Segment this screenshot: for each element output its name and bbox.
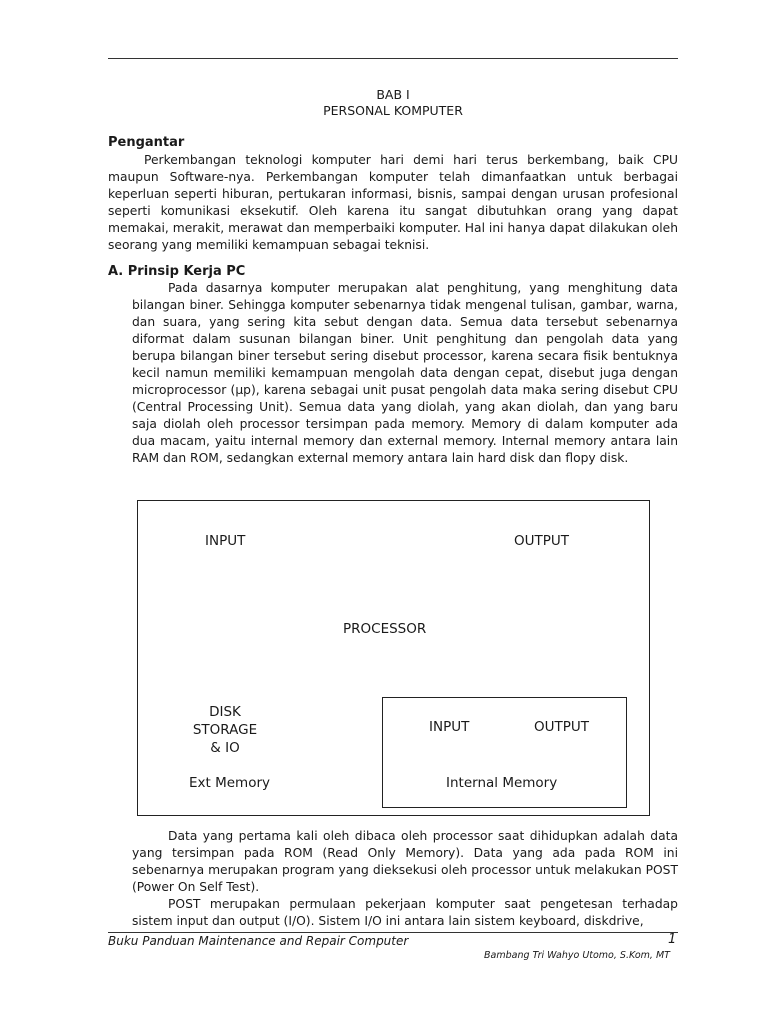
header-rule: [108, 58, 678, 59]
footer-author: Bambang Tri Wahyo Utomo, S.Kom, MT: [484, 950, 670, 961]
diagram-disk-line1: DISK: [209, 704, 241, 720]
diagram-inner-output-label: OUTPUT: [534, 719, 590, 735]
diagram-disk-line3: & IO: [210, 740, 240, 756]
footer-book-title: Buku Panduan Maintenance and Repair Computer: [108, 934, 409, 948]
pengantar-heading: Pengantar: [108, 135, 185, 150]
section-a-heading: A. Prinsip Kerja PC: [108, 264, 246, 279]
chapter-title: PERSONAL KOMPUTER: [323, 103, 463, 118]
diagram-disk-line2: STORAGE: [192, 722, 258, 738]
diagram-input-label: INPUT: [205, 533, 246, 549]
diagram-output-label: OUTPUT: [514, 533, 570, 549]
chapter-heading: [108, 87, 678, 119]
pengantar-paragraph: Perkembangan teknologi komputer hari demi hari terus berkembang, baik CPU maupun Software-nya. Perkembangan komputer telah dimanfaatkan untuk berbagai keperluan seperti hiburan, pertukaran informasi, bisnis, sampai dengan urusan profesional seperti komunikasi eksekutif. Oleh karena itu sangat dibutuhkan orang yang dapat memakai, merakit, merawat dan memperbaiki komputer. Hal ini hanya dapat dilakukan oleh seorang yang memiliki kemampuan sebagai teknisi.: [108, 153, 678, 252]
after-diagram-paragraph-2: POST merupakan permulaan pekerjaan komputer saat pengetesan terhadap sistem input dan output (I/O). Sistem I/O ini antara lain sistem keyboard, diskdrive,: [132, 897, 678, 928]
diagram-disk-storage-label: [175, 703, 275, 757]
footer-rule: [108, 932, 678, 933]
chapter-number: BAB I: [376, 87, 410, 102]
diagram-processor-label: PROCESSOR: [343, 621, 427, 637]
after-diagram-paragraph-1: Data yang pertama kali oleh dibaca oleh processor saat dihidupkan adalah data yang tersimpan pada ROM (Read Only Memory). Data yang ada pada ROM ini sebenarnya merupakan program yang dieksekusi oleh processor untuk melakukan POST (Power On Self Test).: [132, 829, 678, 894]
section-a-paragraph: Pada dasarnya komputer merupakan alat penghitung, yang menghitung data bilangan biner. Sehingga komputer sebenarnya tidak mengenal tulisan, gambar, warna, dan suara, yang sering kita sebut dengan data. Semua data tersebut sebenarnya diformat dalam susunan bilangan biner. Unit penghitung dan pengolah data yang berupa bilangan biner tersebut sering disebut processor, karena secara fisik bentuknya kecil namun memiliki kemampuan mengolah data dengan cepat, disebut juga dengan microprocessor (µp), karena sebagai unit pusat pengolah data maka sering disebut CPU (Central Processing Unit). Semua data yang diolah, yang akan diolah, dan yang baru saja diolah oleh processor tersimpan pada memory. Memory di dalam komputer ada dua macam, yaitu internal memory dan external memory. Internal memory antara lain RAM dan ROM, sedangkan external memory antara lain hard disk dan flopy disk.: [132, 281, 678, 465]
diagram-internal-memory-label: Internal Memory: [446, 775, 558, 791]
diagram-inner-input-label: INPUT: [429, 719, 470, 735]
diagram-ext-memory-label: Ext Memory: [189, 775, 271, 791]
page-number: 1: [668, 932, 677, 947]
